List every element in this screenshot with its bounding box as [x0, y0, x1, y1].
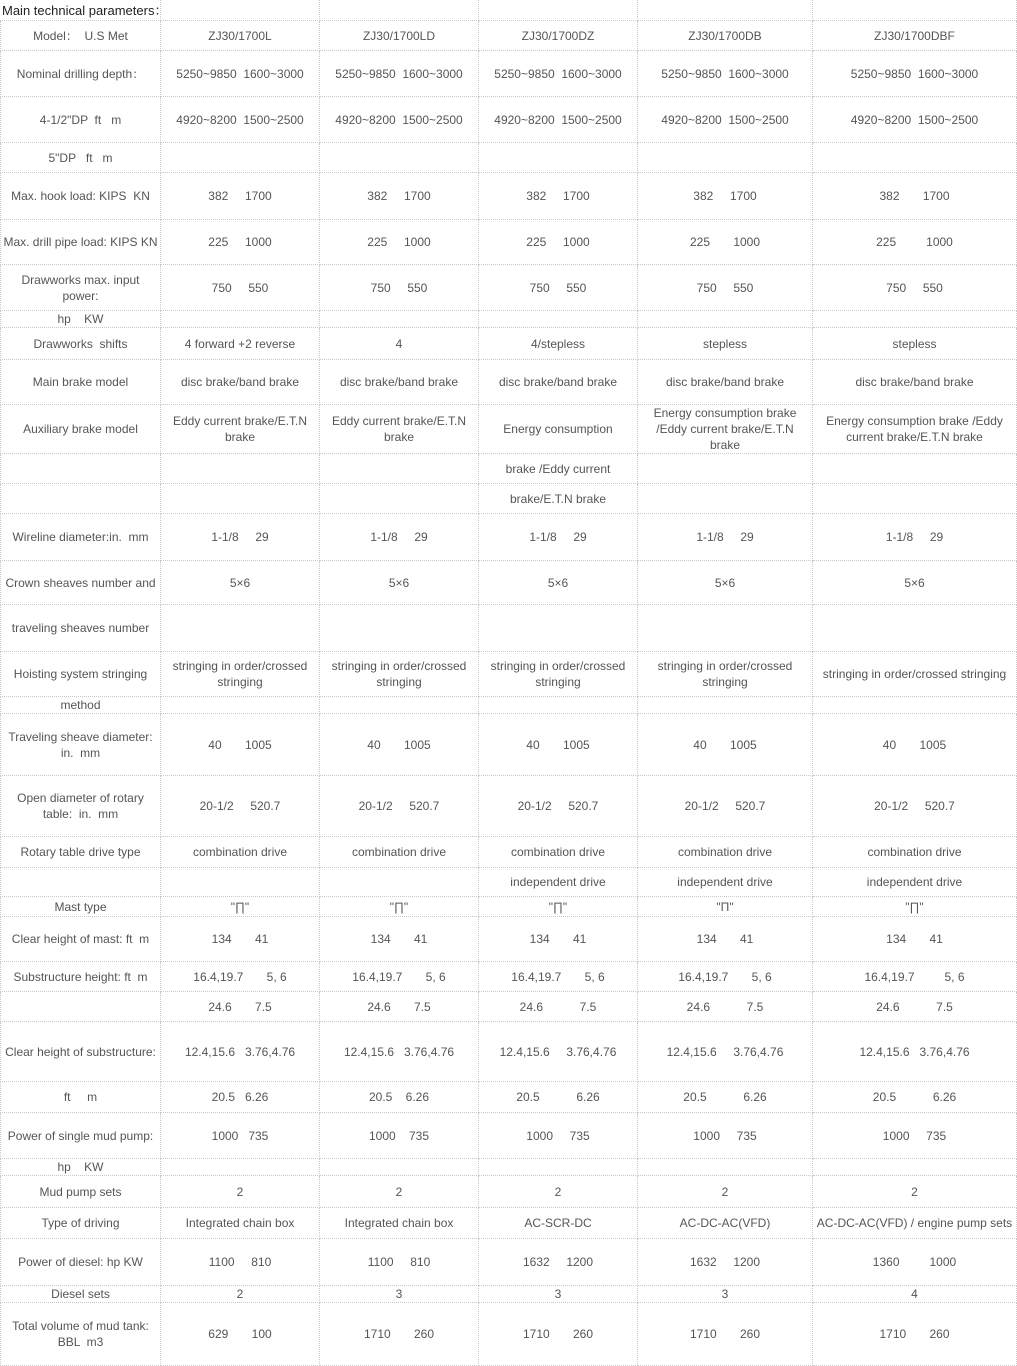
table-row: [1, 1022, 1017, 1082]
parameter-value: 1000 735: [161, 1113, 320, 1159]
parameter-value: 16.4,19.7 5, 6: [479, 962, 638, 992]
parameter-value: "∏": [813, 897, 1017, 917]
parameter-value: 5×6: [638, 561, 813, 605]
table-row: [1, 837, 1017, 868]
parameter-value: 40 1005: [161, 714, 320, 776]
table-row: [1, 962, 1017, 992]
parameter-value: 40 1005: [813, 714, 1017, 776]
parameter-value: 1632 1200: [638, 1239, 813, 1286]
parameter-value: stringing in order/crossed stringing: [320, 652, 479, 697]
parameter-value: 12.4,15.6 3.76,4.76: [161, 1022, 320, 1082]
parameter-value: ZJ30/1700L: [161, 21, 320, 51]
parameter-value: [161, 1159, 320, 1176]
parameter-value: 16.4,19.7 5, 6: [813, 962, 1017, 992]
parameter-value: 20-1/2 520.7: [813, 776, 1017, 837]
parameter-value: "∏": [320, 897, 479, 917]
parameter-value: 40 1005: [320, 714, 479, 776]
parameter-value: AC-SCR-DC: [479, 1208, 638, 1239]
parameter-value: 1-1/8 29: [813, 514, 1017, 561]
parameter-value: [320, 868, 479, 897]
table-row: [1, 697, 1017, 714]
parameter-value: [320, 143, 479, 173]
parameter-value: 4920~8200 1500~2500: [479, 97, 638, 143]
parameter-value: 225 1000: [479, 220, 638, 265]
parameter-value: 4920~8200 1500~2500: [320, 97, 479, 143]
parameter-value: [161, 868, 320, 897]
parameter-value: 4920~8200 1500~2500: [161, 97, 320, 143]
parameter-value: [638, 454, 813, 484]
parameter-value: [479, 697, 638, 714]
parameter-value: [320, 697, 479, 714]
parameter-value: disc brake/band brake: [161, 360, 320, 405]
parameter-value: 5250~9850 1600~3000: [479, 51, 638, 97]
parameter-value: 4/stepless: [479, 328, 638, 360]
parameter-value: [479, 605, 638, 652]
parameter-label: Crown sheaves number and: [1, 561, 161, 605]
parameter-value: 5250~9850 1600~3000: [638, 51, 813, 97]
parameter-value: 225 1000: [320, 220, 479, 265]
parameter-value: 225 1000: [813, 220, 1017, 265]
table-row: [1, 514, 1017, 561]
parameter-value: stringing in order/crossed stringing: [813, 652, 1017, 697]
table-row: [1, 328, 1017, 360]
parameter-label: Drawworks shifts: [1, 328, 161, 360]
parameter-value: [320, 311, 479, 328]
parameter-label: [1, 868, 161, 897]
parameter-value: 134 41: [638, 917, 813, 962]
parameter-value: 20.5 6.26: [479, 1082, 638, 1113]
parameter-value: 12.4,15.6 3.76,4.76: [479, 1022, 638, 1082]
table-row: [1, 1113, 1017, 1159]
parameter-value: 5250~9850 1600~3000: [813, 51, 1017, 97]
parameter-label: Mud pump sets: [1, 1176, 161, 1208]
parameter-value: [813, 484, 1017, 514]
parameter-value: "Π": [638, 897, 813, 917]
parameter-label: Mast type: [1, 897, 161, 917]
parameter-value: 750 550: [161, 265, 320, 311]
parameter-value: 20-1/2 520.7: [320, 776, 479, 837]
parameter-value: [813, 605, 1017, 652]
parameter-value: 20.5 6.26: [320, 1082, 479, 1113]
table-row: [1, 97, 1017, 143]
parameter-label: Open diameter of rotary table: in. mm: [1, 776, 161, 837]
table-body: [1, 1, 1017, 1366]
parameter-label: Hoisting system stringing: [1, 652, 161, 697]
parameter-value: 1710 260: [479, 1303, 638, 1366]
parameter-label: Power of single mud pump:: [1, 1113, 161, 1159]
parameter-value: ZJ30/1700DB: [638, 21, 813, 51]
parameter-label: Model： U.S Met: [1, 21, 161, 51]
parameter-value: 2: [161, 1286, 320, 1303]
parameter-value: 1710 260: [638, 1303, 813, 1366]
table-row: [1, 1208, 1017, 1239]
table-row: [1, 1176, 1017, 1208]
parameter-label: [1, 992, 161, 1022]
parameter-value: combination drive: [479, 837, 638, 868]
parameter-value: 3: [479, 1286, 638, 1303]
parameter-value: 1360 1000: [813, 1239, 1017, 1286]
parameter-value: Integrated chain box: [161, 1208, 320, 1239]
parameter-value: 5×6: [161, 561, 320, 605]
parameter-value: 20-1/2 520.7: [479, 776, 638, 837]
parameter-value: 629 100: [161, 1303, 320, 1366]
parameter-label: Max. hook load: KIPS KN: [1, 173, 161, 220]
parameter-value: 2: [161, 1176, 320, 1208]
parameter-label: 4-1/2"DP ft m: [1, 97, 161, 143]
parameter-label: Drawworks max. input power:: [1, 265, 161, 311]
parameter-value: 5×6: [813, 561, 1017, 605]
table-row: [1, 992, 1017, 1022]
parameter-value: [638, 697, 813, 714]
table-row: [1, 405, 1017, 454]
parameter-value: combination drive: [320, 837, 479, 868]
parameter-value: Energy consumption brake /Eddy current brake/E.T.N brake: [638, 405, 813, 454]
parameter-value: 24.6 7.5: [479, 992, 638, 1022]
parameter-value: 24.6 7.5: [638, 992, 813, 1022]
parameter-value: 134 41: [479, 917, 638, 962]
table-row: [1, 1303, 1017, 1366]
parameter-value: ZJ30/1700DBF: [813, 21, 1017, 51]
parameter-label: Diesel sets: [1, 1286, 161, 1303]
parameter-value: [813, 311, 1017, 328]
parameter-value: [479, 311, 638, 328]
parameter-value: [813, 143, 1017, 173]
parameter-value: 1710 260: [813, 1303, 1017, 1366]
parameter-value: [320, 454, 479, 484]
parameter-label: Clear height of mast: ft m: [1, 917, 161, 962]
parameter-value: [161, 484, 320, 514]
parameter-value: independent drive: [813, 868, 1017, 897]
table-row: [1, 21, 1017, 51]
parameter-label: Wireline diameter:in. mm: [1, 514, 161, 561]
parameter-value: Energy consumption brake /Eddy current brake/E.T.N brake: [813, 405, 1017, 454]
parameter-value: 5×6: [320, 561, 479, 605]
table-row: [1, 173, 1017, 220]
parameter-value: 4: [320, 328, 479, 360]
parameter-label: Nominal drilling depth：: [1, 51, 161, 97]
parameter-value: 16.4,19.7 5, 6: [161, 962, 320, 992]
parameter-value: "∏": [479, 897, 638, 917]
parameter-value: 4 forward +2 reverse: [161, 328, 320, 360]
parameter-value: stringing in order/crossed stringing: [161, 652, 320, 697]
parameter-value: [320, 605, 479, 652]
table-row: [1, 311, 1017, 328]
parameter-value: 20-1/2 520.7: [638, 776, 813, 837]
parameter-label: Type of driving: [1, 1208, 161, 1239]
parameter-label: Rotary table drive type: [1, 837, 161, 868]
parameter-value: 225 1000: [161, 220, 320, 265]
parameter-value: 750 550: [320, 265, 479, 311]
parameter-value: 3: [320, 1286, 479, 1303]
table-row: [1, 1239, 1017, 1286]
parameter-value: [320, 484, 479, 514]
parameter-value: 382 1700: [638, 173, 813, 220]
parameter-value: 225 1000: [638, 220, 813, 265]
parameter-label: hp KW: [1, 311, 161, 328]
table-row: [1, 1082, 1017, 1113]
parameter-value: [161, 454, 320, 484]
parameter-label: Main brake model: [1, 360, 161, 405]
table-row: [1, 265, 1017, 311]
parameter-value: disc brake/band brake: [479, 360, 638, 405]
parameter-label: [1, 484, 161, 514]
parameter-value: combination drive: [813, 837, 1017, 868]
table-row: [1, 714, 1017, 776]
parameter-value: 1-1/8 29: [638, 514, 813, 561]
table-row: [1, 1159, 1017, 1176]
parameter-value: [638, 1159, 813, 1176]
parameter-value: AC-DC-AC(VFD) / engine pump sets: [813, 1208, 1017, 1239]
parameter-value: 382 1700: [161, 173, 320, 220]
parameter-value: 24.6 7.5: [320, 992, 479, 1022]
parameter-value: stepless: [813, 328, 1017, 360]
parameter-value: disc brake/band brake: [320, 360, 479, 405]
parameter-value: 1000 735: [479, 1113, 638, 1159]
parameter-value: 12.4,15.6 3.76,4.76: [320, 1022, 479, 1082]
parameter-value: 1-1/8 29: [479, 514, 638, 561]
parameter-value: 2: [479, 1176, 638, 1208]
parameter-value: [161, 311, 320, 328]
parameter-value: 1000 735: [813, 1113, 1017, 1159]
parameter-value: disc brake/band brake: [813, 360, 1017, 405]
parameter-value: 1-1/8 29: [161, 514, 320, 561]
parameter-value: independent drive: [479, 868, 638, 897]
table-row: [1, 917, 1017, 962]
table-row: [1, 652, 1017, 697]
parameter-value: Eddy current brake/E.T.N brake: [320, 405, 479, 454]
parameter-value: [638, 605, 813, 652]
parameter-value: 134 41: [320, 917, 479, 962]
parameter-value: 20.5 6.26: [161, 1082, 320, 1113]
parameter-value: [813, 697, 1017, 714]
parameter-label: Power of diesel: hp KW: [1, 1239, 161, 1286]
parameter-value: 2: [638, 1176, 813, 1208]
parameter-value: AC-DC-AC(VFD): [638, 1208, 813, 1239]
parameter-value: 382 1700: [813, 173, 1017, 220]
parameter-value: 3: [638, 1286, 813, 1303]
parameter-value: ZJ30/1700DZ: [479, 21, 638, 51]
table-row: [1, 868, 1017, 897]
table-row: [1, 51, 1017, 97]
parameter-value: 16.4,19.7 5, 6: [320, 962, 479, 992]
parameter-value: 5×6: [479, 561, 638, 605]
parameter-value: 5250~9850 1600~3000: [320, 51, 479, 97]
parameter-value: 40 1005: [479, 714, 638, 776]
table-row: [1, 143, 1017, 173]
parameter-value: 24.6 7.5: [161, 992, 320, 1022]
parameter-value: [813, 1159, 1017, 1176]
parameter-value: 1632 1200: [479, 1239, 638, 1286]
parameter-label: ft m: [1, 1082, 161, 1113]
parameter-label: Clear height of substructure:: [1, 1022, 161, 1082]
parameter-value: [638, 484, 813, 514]
parameter-value: 12.4,15.6 3.76,4.76: [638, 1022, 813, 1082]
parameter-value: [161, 143, 320, 173]
parameter-value: stepless: [638, 328, 813, 360]
table-row: [1, 454, 1017, 484]
parameter-label: Total volume of mud tank: BBL m3: [1, 1303, 161, 1366]
parameter-value: [813, 454, 1017, 484]
parameter-value: 4: [813, 1286, 1017, 1303]
parameter-value: 750 550: [638, 265, 813, 311]
parameter-value: 4920~8200 1500~2500: [813, 97, 1017, 143]
parameter-value: stringing in order/crossed stringing: [638, 652, 813, 697]
parameter-value: 16.4,19.7 5, 6: [638, 962, 813, 992]
parameter-value: 2: [813, 1176, 1017, 1208]
parameter-label: traveling sheaves number: [1, 605, 161, 652]
parameter-value: brake /Eddy current: [479, 454, 638, 484]
table-row: [1, 605, 1017, 652]
parameter-value: 1710 260: [320, 1303, 479, 1366]
parameter-label: Auxiliary brake model: [1, 405, 161, 454]
parameter-value: 1100 810: [320, 1239, 479, 1286]
table-row: [1, 484, 1017, 514]
parameter-value: 2: [320, 1176, 479, 1208]
parameter-value: 382 1700: [320, 173, 479, 220]
parameter-value: 20.5 6.26: [813, 1082, 1017, 1113]
table-row: [1, 561, 1017, 605]
parameter-value: combination drive: [161, 837, 320, 868]
table-row: [1, 220, 1017, 265]
parameter-label: Max. drill pipe load: KIPS KN: [1, 220, 161, 265]
table-row: [1, 360, 1017, 405]
parameter-label: [1, 454, 161, 484]
parameter-value: ZJ30/1700LD: [320, 21, 479, 51]
parameter-value: 5250~9850 1600~3000: [161, 51, 320, 97]
parameter-label: 5"DP ft m: [1, 143, 161, 173]
parameter-value: [320, 1159, 479, 1176]
parameter-value: 1100 810: [161, 1239, 320, 1286]
parameter-value: 4920~8200 1500~2500: [638, 97, 813, 143]
parameter-value: 1000 735: [638, 1113, 813, 1159]
parameter-value: [161, 605, 320, 652]
parameter-value: Eddy current brake/E.T.N brake: [161, 405, 320, 454]
parameter-label: method: [1, 697, 161, 714]
table-row: [1, 776, 1017, 837]
parameter-value: [161, 697, 320, 714]
table-row: [1, 1286, 1017, 1303]
parameter-value: combination drive: [638, 837, 813, 868]
parameter-value: 750 550: [813, 265, 1017, 311]
parameter-value: [479, 143, 638, 173]
parameter-label: Traveling sheave diameter: in. mm: [1, 714, 161, 776]
page-title: Main technical parameters：: [2, 3, 168, 18]
parameter-label: Substructure height: ft m: [1, 962, 161, 992]
parameter-value: stringing in order/crossed stringing: [479, 652, 638, 697]
parameter-value: 20-1/2 520.7: [161, 776, 320, 837]
parameter-value: 24.6 7.5: [813, 992, 1017, 1022]
parameter-value: 40 1005: [638, 714, 813, 776]
table-row: [1, 897, 1017, 917]
parameter-value: 20.5 6.26: [638, 1082, 813, 1113]
parameter-value: [638, 311, 813, 328]
parameter-label: hp KW: [1, 1159, 161, 1176]
parameter-value: [638, 143, 813, 173]
parameter-value: brake/E.T.N brake: [479, 484, 638, 514]
parameter-value: [479, 1159, 638, 1176]
parameter-value: 1-1/8 29: [320, 514, 479, 561]
parameter-value: 134 41: [161, 917, 320, 962]
parameter-value: Integrated chain box: [320, 1208, 479, 1239]
parameter-value: Energy consumption: [479, 405, 638, 454]
parameter-value: 382 1700: [479, 173, 638, 220]
parameter-value: independent drive: [638, 868, 813, 897]
parameter-value: disc brake/band brake: [638, 360, 813, 405]
parameter-value: 12.4,15.6 3.76,4.76: [813, 1022, 1017, 1082]
parameter-value: 750 550: [479, 265, 638, 311]
parameter-value: "∏": [161, 897, 320, 917]
parameter-value: 134 41: [813, 917, 1017, 962]
parameter-value: 1000 735: [320, 1113, 479, 1159]
